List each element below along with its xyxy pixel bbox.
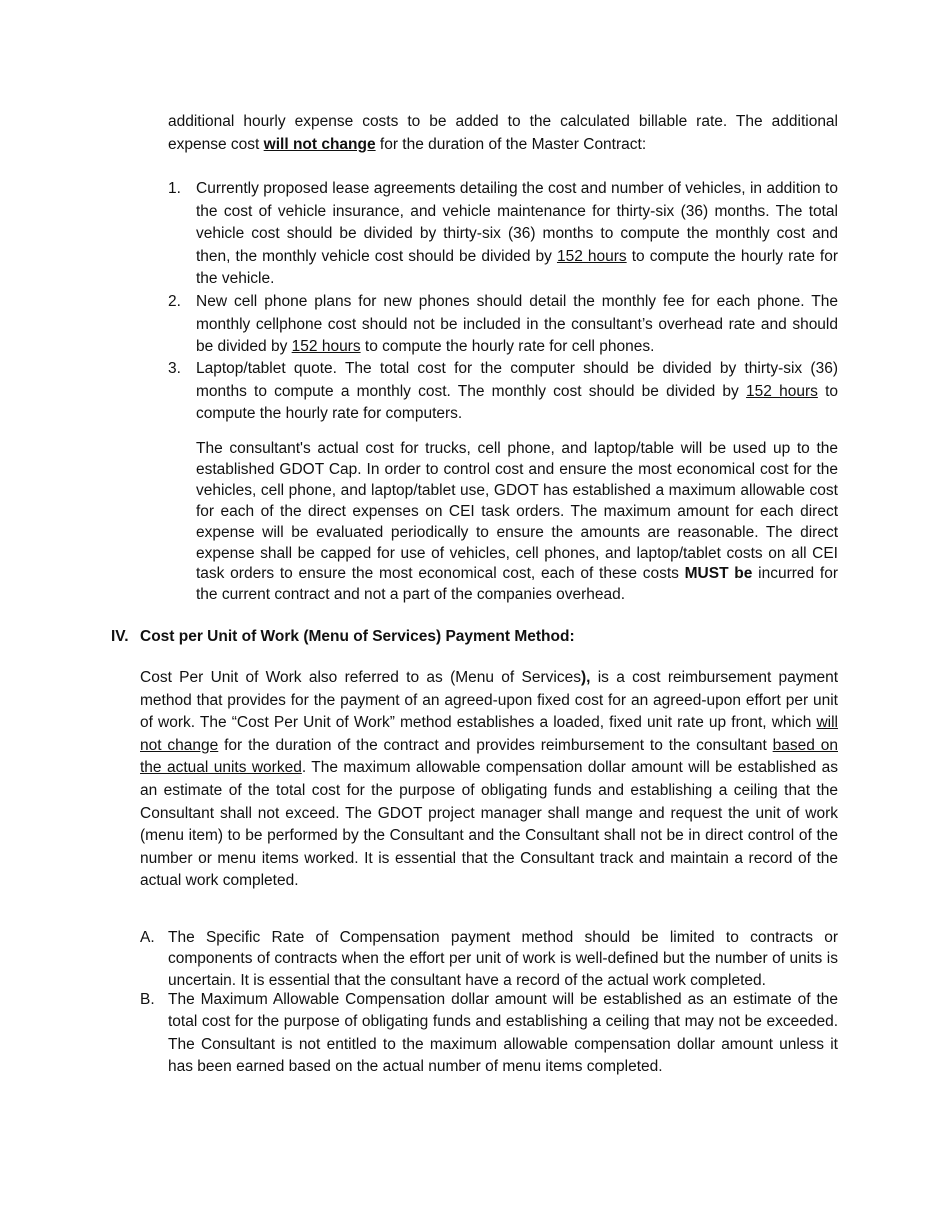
intro-text-1: additional hourly expense costs to be added to the calculated billable rate. The additional expense cost <box>168 113 838 153</box>
section-title: Cost per Unit of Work (Menu of Services) Payment Method: <box>140 628 575 645</box>
list-number: 3. <box>168 360 181 377</box>
list-item-b <box>140 989 838 1079</box>
list-number: 1. <box>168 180 181 197</box>
list-text-part: Currently proposed lease agreements detailing the cost and number of vehicles, in addition to the cost of vehicle insurance, and vehicle maintenance for thirty-six (36) months. The total vehicle cost should be divided by thirty-six (36) months to compute the monthly cost and then, the monthly vehicle cost should be divided by <box>196 180 838 265</box>
list-letter: A. <box>140 929 155 946</box>
cpuw-underline-1: will not change <box>140 714 838 754</box>
list-text-part: to compute the hourly rate for the vehicle. <box>196 247 838 288</box>
list-item-2 <box>168 291 838 359</box>
cei-text-1: The consultant's actual cost for trucks, cell phone, and laptop/table will be used up to the established GDOT Cap. In order to control cost and ensure the most economical cost for the vehicles, cell phone, and laptop/tablet use, GDOT has established a maximum allowable cost for each of the direct expenses on CEI task orders. The maximum amount for each direct expense will be evaluated periodically to ensure the amounts are reasonable. The direct expense shall be capped for use of vehicles, cell phones, and laptop/tablet costs on all CEI task orders to ensure the most economical cost, each of these costs <box>196 440 838 583</box>
list-item-text: The Maximum Allowable Compensation dollar amount will be established as an estimate of the total cost for the purpose of obligating funds and establishing a ceiling that may not be exceeded. The Consultant is not entitled to the maximum allowable compensation dollar amount unless it has been earned based on the actual number of menu items completed. <box>168 991 838 1076</box>
list-item-3 <box>168 358 838 426</box>
section-number: IV. <box>111 628 129 645</box>
cei-cost-paragraph <box>196 439 838 606</box>
list-text-part: to compute the hourly rate for computers. <box>196 382 838 423</box>
cost-per-unit-paragraph <box>140 667 838 893</box>
list-text-part: to compute the hourly rate for cell phones. <box>360 338 655 356</box>
list-letter: B. <box>140 991 155 1008</box>
cpuw-text-2: is a cost reimbursement payment method that provides for the payment of an agreed-upon fixed cost for an agreed-upon effort per unit of work. The “Cost Per Unit of Work” method establishes a loaded, fixed unit rate up front, which <box>140 669 838 732</box>
cei-emphasis: MUST be <box>684 565 753 583</box>
cpuw-text-3: for the duration of the contract and provides reimbursement to the consultant <box>218 736 773 754</box>
underlined-hours: 152 hours <box>746 382 818 400</box>
cpuw-bold-paren: ), <box>580 669 591 686</box>
list-text-part: Laptop/tablet quote. The total cost for the computer should be divided by thirty-six (36) months to compute a monthly cost. The monthly cost should be divided by <box>196 360 838 400</box>
list-item-text <box>196 358 838 426</box>
underlined-hours: 152 hours <box>291 338 361 356</box>
list-number: 2. <box>168 293 181 310</box>
intro-text-2: for the duration of the Master Contract: <box>375 135 647 153</box>
intro-emphasis: will not change <box>263 135 376 153</box>
list-item-text: The Specific Rate of Compensation payment method should be limited to contracts or components of contracts when the effort per unit of work is well-defined but the number of units is uncertain. It is essential that the consultant have a record of the actual work completed. <box>168 929 838 989</box>
list-text-part: New cell phone plans for new phones should detail the monthly fee for each phone. The monthly cellphone cost should not be included in the consultant’s overhead rate and should be divided by <box>196 293 838 356</box>
list-item-1 <box>168 178 838 291</box>
cpuw-underline-2: based on the actual units worked <box>140 736 838 777</box>
list-item-text <box>196 178 838 291</box>
cei-text-2: incurred for the current contract and not a part of the companies overhead. <box>196 565 839 604</box>
list-item-a <box>140 927 838 991</box>
list-item-text <box>196 291 838 359</box>
intro-paragraph <box>168 111 838 156</box>
underlined-hours: 152 hours <box>556 247 627 265</box>
section-heading <box>111 626 838 649</box>
cpuw-text-1: Cost Per Unit of Work also referred to as (Menu of Services <box>140 669 581 686</box>
cpuw-text-4: . The maximum allowable compensation dollar amount will be established as an estimate of the total cost for the purpose of obligating funds and establishing a ceiling that the Consultant shall not exceed. The GDOT project manager shall mange and request the unit of work (menu item) to be performed by the Consultant and the Consultant shall not be in direct control of the number or menu items worked. It is essential that the Consultant track and maintain a record of the actual work completed. <box>140 759 838 890</box>
